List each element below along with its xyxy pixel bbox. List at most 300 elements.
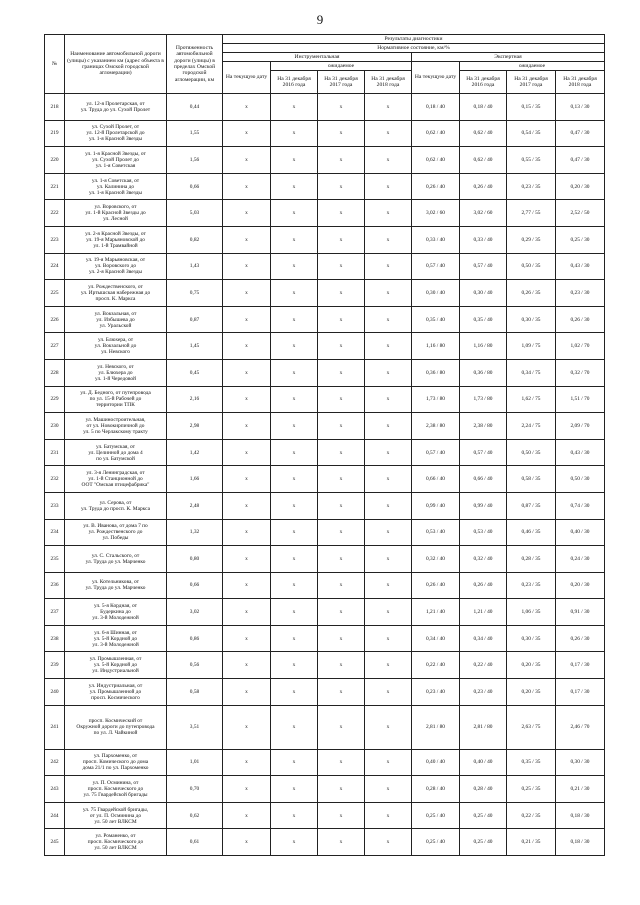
expert-value: 0,62 / 40 [412,147,460,174]
row-number: 241 [45,705,65,749]
instrumental-cross-mark: х [271,776,318,803]
instrumental-cross-mark: х [271,306,318,333]
expert-value: 0,57 / 40 [412,439,460,466]
expert-value: 0,46 / 35 [507,519,556,546]
road-name-line: дома 21/1 по ул. Пархоменко [82,765,149,772]
road-name-line: ул. Избышева до [96,316,135,323]
expert-value: 0,74 / 30 [556,492,605,519]
instrumental-cross-mark: х [365,679,412,706]
instrumental-cross-mark: х [365,802,412,829]
road-name [65,173,167,200]
expert-value: 0,40 / 40 [460,749,507,776]
instrumental-cross-mark: х [318,439,365,466]
row-number: 221 [45,173,65,200]
expert-value: 0,40 / 30 [556,519,605,546]
road-name [65,253,167,280]
instrumental-cross-mark: х [271,280,318,307]
instrumental-cross-mark: х [365,359,412,386]
expert-value: 0,23 / 30 [556,280,605,307]
road-name-line: ООТ "Омская птицефабрика" [81,482,150,489]
expert-value: 0,20 / 35 [507,652,556,679]
expert-value: 0,91 / 30 [556,599,605,626]
road-name-line: ул. Промышленной до [89,688,142,695]
instrumental-cross-mark: х [223,173,271,200]
row-number: 245 [45,829,65,856]
road-name-line: ул. 5 по Черлакскому тракту [83,428,148,435]
instrumental-cross-mark: х [365,572,412,599]
road-length: 1,66 [167,466,223,493]
expert-value: 0,36 / 80 [460,359,507,386]
road-name-line: просп. Космический от [88,718,143,725]
road-name [65,546,167,573]
row-number: 226 [45,306,65,333]
road-length: 1,42 [167,439,223,466]
instrumental-cross-mark: х [223,679,271,706]
road-name-line: ул. 12-я Пролетарская, от [86,100,145,107]
table-row [45,679,605,706]
table-row [45,386,605,413]
expert-value: 2,63 / 75 [507,705,556,749]
instrumental-cross-mark: х [223,705,271,749]
expert-value: 0,18 / 40 [412,94,460,121]
road-length: 0,44 [167,94,223,121]
expert-value: 0,43 / 30 [556,253,605,280]
expert-value: 0,15 / 35 [507,94,556,121]
instrumental-cross-mark: х [318,359,365,386]
road-length: 3,51 [167,705,223,749]
row-number: 223 [45,226,65,253]
instrumental-cross-mark: х [223,802,271,829]
instrumental-cross-mark: х [223,386,271,413]
expert-value: 2,52 / 50 [556,200,605,227]
header-road-name: Наименование автомобильной дороги (улицы) с указанием км (адрес объекта в границах Омской городской агломерации) [65,35,167,94]
road-name-line: ул. Калинина до [96,183,135,190]
expert-value: 1,51 / 70 [556,386,605,413]
row-number: 239 [45,652,65,679]
road-name-line: Будеркина до [100,609,131,616]
expert-value: 0,22 / 40 [460,652,507,679]
expert-value: 1,73 / 80 [412,386,460,413]
road-name-line: ул. 1-я Красной Звезды, от [85,150,146,157]
instrumental-cross-mark: х [318,226,365,253]
expert-value: 0,36 / 80 [412,359,460,386]
road-name [65,492,167,519]
road-length: 0,45 [167,359,223,386]
instrumental-cross-mark: х [318,519,365,546]
instrumental-cross-mark: х [223,120,271,147]
table-row [45,359,605,386]
expert-value: 0,20 / 35 [507,679,556,706]
expert-value: 0,26 / 30 [556,625,605,652]
expert-value: 1,21 / 40 [460,599,507,626]
expert-value: 2,24 / 75 [507,413,556,440]
row-number: 220 [45,147,65,174]
header-instr-2018: На 31 декабря 2018 года [365,71,412,94]
instrumental-cross-mark: х [271,439,318,466]
instrumental-cross-mark: х [365,200,412,227]
header-instr-current: На текущую дату [223,62,271,94]
header-number: № [45,35,65,94]
table-row [45,492,605,519]
expert-value: 0,87 / 35 [507,492,556,519]
instrumental-cross-mark: х [223,94,271,121]
row-number: 227 [45,333,65,360]
table-row [45,173,605,200]
road-length: 0,86 [167,625,223,652]
road-name-line: ул. 5-й Кордной до [93,635,138,642]
row-number: 234 [45,519,65,546]
expert-value: 0,35 / 35 [507,749,556,776]
instrumental-cross-mark: х [223,599,271,626]
road-name-line: ул. Серова, от [99,499,132,506]
road-name-line: ул. Вокзальная, от [94,310,137,317]
road-name-line: ул. Блюхера до [98,369,133,376]
header-length: Протяженность автомобильной дороги (улицы) в пределах Омской городской агломерации, км [167,35,223,94]
instrumental-cross-mark: х [223,413,271,440]
road-name [65,749,167,776]
road-name-line: ул. Сухой Пролет, от [91,124,140,131]
expert-value: 1,73 / 80 [460,386,507,413]
table-row [45,749,605,776]
road-name-line: ул. Промышленная, от [89,656,142,663]
expert-value: 0,62 / 40 [460,147,507,174]
road-name-line: Окружной дороги до путепровода [76,724,155,731]
expert-value: 0,28 / 40 [460,776,507,803]
road-name-line: ул. 50 лет ВЛКСМ [94,818,137,825]
expert-value: 0,55 / 35 [507,147,556,174]
row-number: 244 [45,802,65,829]
expert-value: 2,81 / 80 [460,705,507,749]
row-number: 235 [45,546,65,573]
instrumental-cross-mark: х [223,306,271,333]
table-row [45,652,605,679]
instrumental-cross-mark: х [223,253,271,280]
instrumental-cross-mark: х [223,625,271,652]
road-name [65,200,167,227]
instrumental-cross-mark: х [271,200,318,227]
expert-value: 0,99 / 40 [412,492,460,519]
table-row [45,546,605,573]
instrumental-cross-mark: х [365,306,412,333]
expert-value: 0,32 / 70 [556,359,605,386]
road-length: 0,80 [167,546,223,573]
road-length: 0,75 [167,280,223,307]
instrumental-cross-mark: х [318,546,365,573]
road-name [65,829,167,856]
expert-value: 1,06 / 35 [507,599,556,626]
road-name-line: ул. Индустриальная, от [88,682,143,689]
instrumental-cross-mark: х [365,519,412,546]
row-number: 236 [45,572,65,599]
road-name-line: ул. 1-я Красной Звезды [88,189,143,196]
page-number: 9 [316,12,324,27]
instrumental-cross-mark: х [365,413,412,440]
instrumental-cross-mark: х [271,147,318,174]
road-name-line: ул. Лесной [103,216,128,223]
road-name-line: просп. Космического до [87,839,144,846]
road-name-line: по ул. Батумской [96,455,135,462]
instrumental-cross-mark: х [271,572,318,599]
expert-value: 0,18 / 40 [460,94,507,121]
instrumental-cross-mark: х [318,652,365,679]
road-length: 3,02 [167,599,223,626]
road-name-line: ул. 1-й Красной Звезды до [85,210,146,217]
road-name-line: ул. 19-я Марьяновская, от [85,257,146,264]
header-expert-2018: На 31 декабря 2018 года [556,71,605,94]
road-name-line: от ул. Новокирпичной до [86,422,145,429]
instrumental-cross-mark: х [365,749,412,776]
instrumental-cross-mark: х [271,546,318,573]
instrumental-cross-mark: х [318,413,365,440]
road-length: 0,66 [167,173,223,200]
header-expert-2016: На 31 декабря 2016 года [460,71,507,94]
instrumental-cross-mark: х [318,625,365,652]
instrumental-cross-mark: х [365,829,412,856]
table-body [45,94,605,856]
road-diagnostics-table [44,34,605,856]
road-name-line: ул. 3-я Ленинградская, от [86,470,145,477]
instrumental-cross-mark: х [223,466,271,493]
row-number: 231 [45,439,65,466]
expert-value: 0,24 / 30 [556,546,605,573]
expert-value: 0,23 / 40 [460,679,507,706]
road-name [65,466,167,493]
road-name [65,439,167,466]
expert-value: 0,50 / 35 [507,253,556,280]
table-row [45,625,605,652]
road-name-line: ул. Вокзальной до [94,343,137,350]
expert-value: 0,30 / 35 [507,306,556,333]
expert-value: 0,53 / 40 [412,519,460,546]
expert-value: 0,62 / 40 [412,120,460,147]
road-name-line: ул. 75 Гвардейской бригады [83,792,148,799]
road-length: 2,48 [167,492,223,519]
road-name [65,625,167,652]
instrumental-cross-mark: х [365,147,412,174]
road-name [65,147,167,174]
road-name-line: ул. 50 лет ВЛКСМ [94,845,137,852]
road-name [65,679,167,706]
expert-value: 0,20 / 30 [556,572,605,599]
table-row [45,829,605,856]
road-name-line: ул. П. Осминина, от [92,780,139,787]
header-expert-2017: На 31 декабря 2017 года [507,71,556,94]
instrumental-cross-mark: х [271,829,318,856]
instrumental-cross-mark: х [271,519,318,546]
instrumental-cross-mark: х [318,333,365,360]
road-name-line: ул. Воровского до [94,263,137,270]
expert-value: 0,30 / 30 [556,749,605,776]
road-length: 1,56 [167,147,223,174]
expert-value: 0,17 / 30 [556,652,605,679]
road-name-line: ул. 3-й Молодежной [92,615,139,622]
road-name-line: просп. Комического до дома [82,759,149,766]
header-instr-expected: ожидаемое [271,62,412,71]
instrumental-cross-mark: х [365,492,412,519]
table-row [45,705,605,749]
road-name [65,572,167,599]
instrumental-cross-mark: х [365,439,412,466]
instrumental-cross-mark: х [318,253,365,280]
instrumental-cross-mark: х [318,386,365,413]
instrumental-cross-mark: х [365,253,412,280]
expert-value: 1,02 / 70 [556,333,605,360]
row-number: 218 [45,94,65,121]
instrumental-cross-mark: х [223,572,271,599]
instrumental-cross-mark: х [365,120,412,147]
table-row [45,280,605,307]
road-name-line: ул. Сухой Пролет до [92,156,139,163]
instrumental-cross-mark: х [223,280,271,307]
expert-value: 0,25 / 40 [412,829,460,856]
instrumental-cross-mark: х [223,519,271,546]
road-length: 1,43 [167,253,223,280]
road-name-line: ул. Целинной до дома 4 [88,449,143,456]
road-name-line: ул. 1-я Красной Звезды [88,136,143,143]
road-name-line: ул. Воровского, от [94,204,137,211]
road-name-line: ул. Машиностроительная, [85,416,146,423]
road-length: 0,66 [167,572,223,599]
road-name-line: ул. Труда до ул. Марченко [85,558,146,565]
expert-value: 0,28 / 40 [412,776,460,803]
instrumental-cross-mark: х [365,466,412,493]
row-number: 225 [45,280,65,307]
expert-value: 0,57 / 40 [460,439,507,466]
road-length: 1,32 [167,519,223,546]
instrumental-cross-mark: х [271,120,318,147]
road-length: 2,98 [167,413,223,440]
road-name-line: ул. Д. Бедного, от путепровода [80,390,151,397]
instrumental-cross-mark: х [318,492,365,519]
road-name-line: ул. Индустриальной [92,668,139,675]
road-name-line: просп. Космического [91,694,140,701]
instrumental-cross-mark: х [223,546,271,573]
road-name-line: ул. С. Стальского, от [91,552,140,559]
instrumental-cross-mark: х [318,599,365,626]
expert-value: 0,21 / 30 [556,776,605,803]
expert-value: 0,22 / 35 [507,802,556,829]
instrumental-cross-mark: х [223,492,271,519]
expert-value: 0,22 / 40 [412,652,460,679]
expert-value: 0,99 / 40 [460,492,507,519]
road-name-line: по ул. 15-й Рабочей до [89,396,142,403]
road-length: 0,62 [167,802,223,829]
table-row [45,802,605,829]
header-normative: Нормативное состояние, км/% [223,44,605,53]
instrumental-cross-mark: х [271,599,318,626]
row-number: 222 [45,200,65,227]
instrumental-cross-mark: х [318,572,365,599]
instrumental-cross-mark: х [318,776,365,803]
header-instr-2017: На 31 декабря 2017 года [318,71,365,94]
expert-value: 0,33 / 40 [460,226,507,253]
instrumental-cross-mark: х [318,466,365,493]
expert-value: 1,16 / 80 [460,333,507,360]
expert-value: 0,28 / 35 [507,546,556,573]
expert-value: 3,02 / 60 [412,200,460,227]
table-row [45,306,605,333]
road-name-line: ул. 75 Гвардейской бригады, [82,806,149,813]
instrumental-cross-mark: х [318,200,365,227]
expert-value: 0,50 / 30 [556,466,605,493]
table-row [45,466,605,493]
expert-value: 0,58 / 35 [507,466,556,493]
row-number: 238 [45,625,65,652]
expert-value: 0,32 / 40 [460,546,507,573]
instrumental-cross-mark: х [223,749,271,776]
expert-value: 0,53 / 40 [460,519,507,546]
expert-value: 0,54 / 35 [507,120,556,147]
road-length: 0,82 [167,226,223,253]
table-row [45,599,605,626]
instrumental-cross-mark: х [271,173,318,200]
instrumental-cross-mark: х [271,359,318,386]
instrumental-cross-mark: х [365,386,412,413]
road-name-line: ул. Пархоменко, от [93,753,138,760]
instrumental-cross-mark: х [365,94,412,121]
expert-value: 0,57 / 40 [460,253,507,280]
header-expert-expected: ожидаемое [460,62,605,71]
expert-value: 2,77 / 55 [507,200,556,227]
instrumental-cross-mark: х [365,625,412,652]
table-row [45,572,605,599]
road-name-line: по ул. Л. Чайкиной [93,730,138,737]
row-number: 229 [45,386,65,413]
road-name [65,776,167,803]
expert-value: 1,09 / 75 [507,333,556,360]
instrumental-cross-mark: х [318,679,365,706]
instrumental-cross-mark: х [271,679,318,706]
row-number: 242 [45,749,65,776]
instrumental-cross-mark: х [365,280,412,307]
road-name [65,359,167,386]
instrumental-cross-mark: х [223,333,271,360]
instrumental-cross-mark: х [318,829,365,856]
expert-value: 0,29 / 35 [507,226,556,253]
table-row [45,333,605,360]
expert-value: 0,66 / 40 [412,466,460,493]
road-length: 0,61 [167,829,223,856]
road-length: 0,56 [167,652,223,679]
road-name-line: ул. Невского [101,349,130,356]
header-expert-current: На текущую дату [412,62,460,94]
road-length: 1,55 [167,120,223,147]
road-length: 1,01 [167,749,223,776]
instrumental-cross-mark: х [271,652,318,679]
instrumental-cross-mark: х [365,546,412,573]
expert-value: 0,30 / 40 [412,280,460,307]
instrumental-cross-mark: х [318,705,365,749]
header-instr-2016: На 31 декабря 2016 года [271,71,318,94]
instrumental-cross-mark: х [223,147,271,174]
expert-value: 2,38 / 80 [412,413,460,440]
row-number: 233 [45,492,65,519]
road-name-line: ул. 1-я Советская [95,162,136,169]
expert-value: 0,18 / 30 [556,802,605,829]
expert-value: 1,62 / 75 [507,386,556,413]
road-name [65,705,167,749]
instrumental-cross-mark: х [223,652,271,679]
instrumental-cross-mark: х [318,306,365,333]
row-number: 230 [45,413,65,440]
expert-value: 0,66 / 40 [460,466,507,493]
road-name-line: ул. Труда до просп. К. Маркса [80,505,151,512]
road-name-line: ул. Труда до ул. Марченко [85,585,146,592]
table-row [45,519,605,546]
expert-value: 0,23 / 40 [412,679,460,706]
road-name-line: ул. 1-й Станционной до [88,476,143,483]
instrumental-cross-mark: х [318,802,365,829]
